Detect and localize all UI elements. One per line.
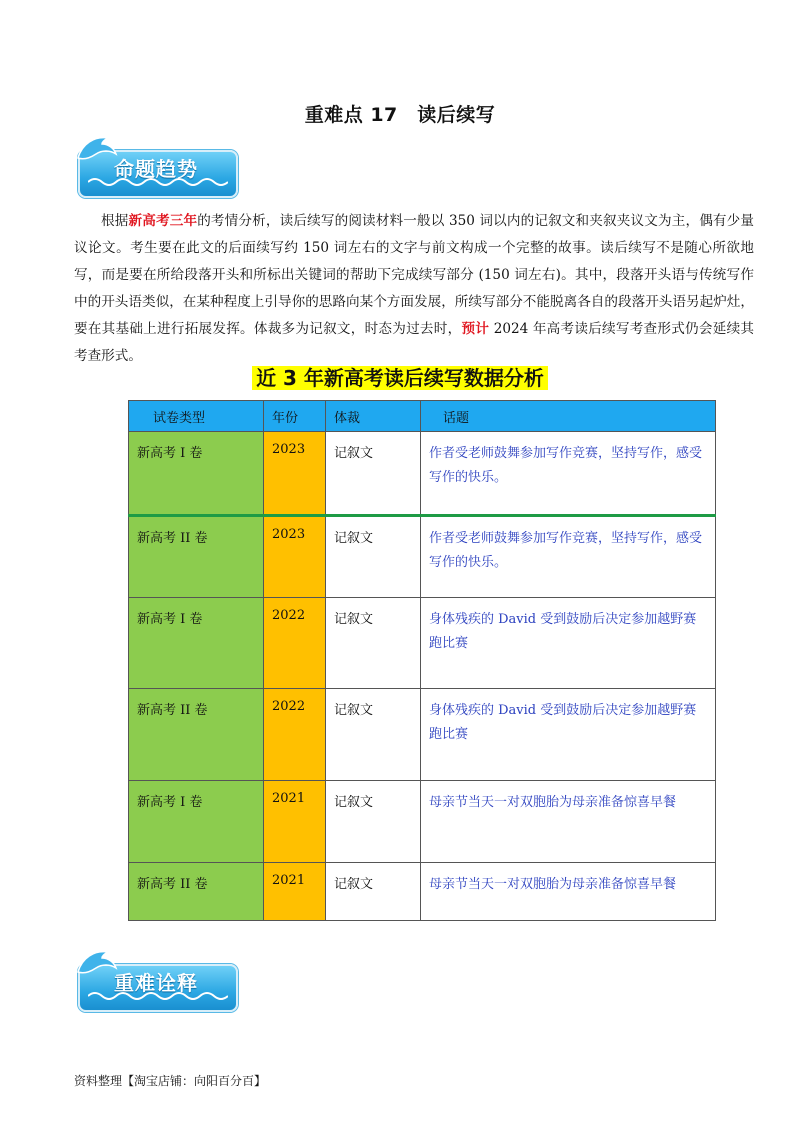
- paragraph-text-2: 的考情分析，读后续写的阅读材料一般以 350 词以内的记叙文和夹叙夹议文为主，偶有少量议论文。考生要在此文的后面续写约 150 词左右的文字与前文构成一个完整的故事。读后续写不是随心所欲地写，而是要在所给段落开头和所标出关键词的帮助下完成续写部分 (150 词左右)。其中，段落开头语与传统写作中的开头语类似，在某种程度上引导你的思路向某个方面发展，所续写部分不能脱离各自的段落开头语另起炉灶，要在其基础上进行拓展发挥。体裁多为记叙文，时态为过去时，: [74, 213, 755, 337]
- footer-source: 资料整理【淘宝店铺：向阳百分百】: [74, 1074, 267, 1088]
- cell-type: 新高考 II 卷: [129, 863, 264, 921]
- cell-year: 2021: [264, 863, 326, 921]
- table-heading: [0, 362, 800, 391]
- cell-genre: 记叙文: [326, 432, 421, 516]
- header-genre: 体裁: [326, 401, 421, 432]
- section-banner-explain: [78, 952, 238, 1016]
- paragraph-text-1: 根据: [101, 213, 129, 229]
- table-row: [129, 863, 716, 921]
- cell-genre: 记叙文: [326, 781, 421, 863]
- cell-topic: 身体残疾的 David 受到鼓励后决定参加越野赛跑比赛: [421, 598, 716, 689]
- cell-type: 新高考 II 卷: [129, 516, 264, 598]
- cell-year: 2021: [264, 781, 326, 863]
- section-banner-trend: [78, 138, 238, 202]
- cell-genre: 记叙文: [326, 863, 421, 921]
- cell-genre: 记叙文: [326, 689, 421, 781]
- dolphin-icon: [74, 946, 118, 982]
- banner-label: 重难诠释: [114, 971, 198, 995]
- cell-topic: 母亲节当天一对双胞胎为母亲准备惊喜早餐: [421, 781, 716, 863]
- cell-topic: 作者受老师鼓舞参加写作竞赛，坚持写作，感受写作的快乐。: [421, 432, 716, 516]
- cell-year: 2022: [264, 598, 326, 689]
- cell-topic: 母亲节当天一对双胞胎为母亲准备惊喜早餐: [421, 863, 716, 921]
- wave-icon: [88, 990, 228, 1002]
- highlight-forecast: 预计: [461, 321, 490, 337]
- cell-type: 新高考 I 卷: [129, 432, 264, 516]
- cell-year: 2022: [264, 689, 326, 781]
- data-table: [128, 400, 716, 921]
- cell-genre: 记叙文: [326, 598, 421, 689]
- cell-genre: 记叙文: [326, 516, 421, 598]
- cell-topic: 身体残疾的 David 受到鼓励后决定参加越野赛跑比赛: [421, 689, 716, 781]
- cell-topic: 作者受老师鼓舞参加写作竞赛，坚持写作，感受写作的快乐。: [421, 516, 716, 598]
- table-row: [129, 781, 716, 863]
- table-row: [129, 516, 716, 598]
- table-header-row: [129, 401, 716, 432]
- cell-type: 新高考 I 卷: [129, 598, 264, 689]
- table-row: [129, 598, 716, 689]
- intro-paragraph: [74, 208, 754, 370]
- highlight-new-gaokao: 新高考三年: [128, 213, 198, 229]
- paragraph-text-3: 2024 年高考读后续写考查形式仍会延续其考查形式。: [74, 321, 754, 364]
- header-year: 年份: [264, 401, 326, 432]
- page-title: 重难点 17 读后续写: [304, 104, 496, 126]
- table-heading-text: 近 3 年新高考读后续写数据分析: [252, 366, 548, 390]
- header-topic: 话题: [421, 401, 716, 432]
- cell-year: 2023: [264, 432, 326, 516]
- banner-label: 命题趋势: [114, 157, 198, 181]
- cell-year: 2023: [264, 516, 326, 598]
- cell-type: 新高考 I 卷: [129, 781, 264, 863]
- wave-icon: [88, 176, 228, 188]
- dolphin-icon: [74, 132, 118, 168]
- cell-type: 新高考 II 卷: [129, 689, 264, 781]
- table-row: [129, 432, 716, 516]
- table-row: [129, 689, 716, 781]
- header-type: 试卷类型: [129, 401, 264, 432]
